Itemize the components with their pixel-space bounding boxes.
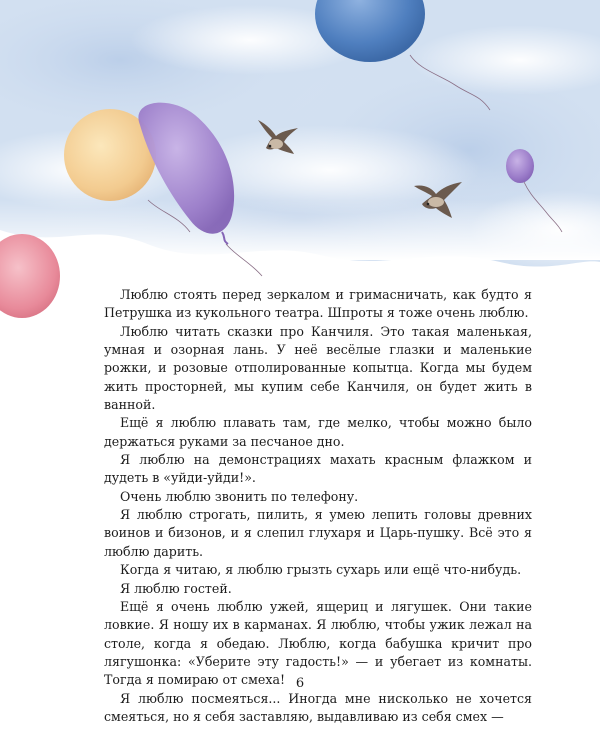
paragraph: Я люблю посмеяться... Иногда мне нисколько не хочется смеяться, но я себя заставляю, выдавливаю из себя смех — xyxy=(104,690,532,724)
paragraph: Я люблю строгать, пилить, я умею лепить головы древних воинов и бизонов, и я слепил глухаря и Царь-пушку. Всё это я люблю дарить. xyxy=(104,507,532,559)
story-text xyxy=(104,286,532,726)
paragraph: Я люблю гостей. xyxy=(120,580,232,596)
paragraph: Очень люблю звонить по телефону. xyxy=(120,488,359,504)
paragraph: Люблю читать сказки про Канчиля. Это такая маленькая, умная и озорная лань. У неё весёлые глазки и маленькие рожки, и розовые отполированные копытца. Когда мы будем жить просторней, мы купим себе Канчиля, он будет жить в ванной. xyxy=(104,323,532,413)
sky-illustration xyxy=(0,0,600,320)
paragraph: Я люблю на демонстрациях махать красным флажком и дудеть в «уйди-уйди!». xyxy=(104,452,532,486)
paragraph: Люблю стоять перед зеркалом и гримасничать, как будто я Петрушка из кукольного театра. Шпроты я тоже очень люблю. xyxy=(104,287,532,321)
paragraph: Ещё я люблю плавать там, где мелко, чтобы можно было держаться руками за песчаное дно. xyxy=(104,415,532,449)
page-number: 6 xyxy=(295,676,305,691)
paragraph: Когда я читаю, я люблю грызть сухарь или ещё что-нибудь. xyxy=(120,562,522,578)
paragraph: Ещё я очень люблю ужей, ящериц и лягушек. Они такие ловкие. Я ношу их в карманах. Я люблю, чтобы ужик лежал на столе, когда я обедаю. Люблю, когда бабушка кричит про лягушонка: «Уберите эту гадость!» — и убегает из комнаты. Тогда я помираю от смеха! xyxy=(104,598,532,688)
